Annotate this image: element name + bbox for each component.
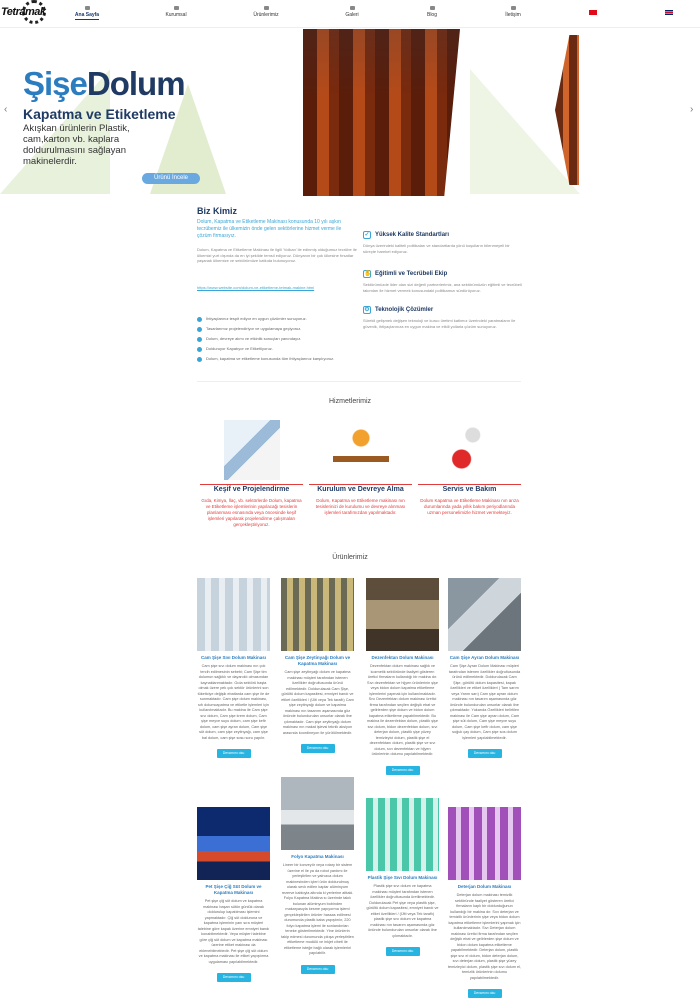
services-title: Hizmetlerimiz — [329, 398, 371, 405]
nav-ana-sayfa[interactable]: Ana Sayfa — [57, 6, 117, 18]
product-image — [366, 798, 439, 871]
english-flag-icon[interactable] — [665, 10, 673, 15]
check-circle-icon — [197, 337, 202, 342]
feature-quality: ✓ Yüksek Kalite Standartları Dünya üzerindeki kaliteli politikaları ve standartlarda yönü koşulların bilenmeyeli bir süreçte hareket ediyoruz. — [363, 232, 510, 254]
gears-icon: ⚙ — [364, 307, 370, 313]
hero-slider — [0, 29, 700, 196]
tetramak-logo[interactable] — [0, 0, 46, 27]
product-card[interactable]: Plastik Şişe Sıvı Dolum Makinası Plastik şişe sıvı dolum ve kapatma makinası müşteri tarafından istenen özellikler doğrultusunda üretilmektedir. Doldurulacak Pet şişe veya plastik şişe, gürültü dolum kapasitesi, emniyet bandı ve etiket özellikleri / (Ülti veya Tek taraflı) plastik şişe sıvı dolum ve kapatma makinası nın tasarım aşamasında göz önünde bulundurulan unsurlar olarak ilne çıkmaktadır. Devamını oku — [366, 798, 439, 957]
nav-urunlerimiz[interactable]: Ürünlerimiz — [236, 6, 296, 18]
handshake-icon: ✋ — [364, 271, 372, 277]
product-card[interactable]: Cam Şişe Zeytinyağı Dolum ve Kapatma Makinası Cam şişe zeytinyağı dolum ve kapatma makinası müşteri tarafından istenen özellikler doğrultusunda ürünü edilmektedir. Doldurulacak Cam Şişe, gürültü dolum kapasitesi, emniyet bandı ve etiket özellikleri / (Ülti veya Tek taraflı) Cam şişe zeytinyağı dolum ve kapatma makinası nın tasarımı aşamasında göz önünde bulundurulan unsurlar olarak ilne çıkmaktadır. Cam şişe zeytinyağı dolum makinası nın makat işlevsi teknik aksiyon arasında koordineyon ile yürütülmektedir. Devamını oku — [281, 578, 354, 754]
checklist-item: Dolum, devreye alımı ve etkinlik sonuçları yanındayız. — [197, 334, 367, 344]
about-checklist — [197, 314, 367, 364]
view-product-button[interactable]: Ürünü İncele — [142, 173, 200, 184]
planning-office-image — [224, 420, 280, 480]
section-divider — [197, 381, 521, 382]
service-toolbox-image — [442, 420, 498, 480]
service-card[interactable]: Keşif ve Projelendirme Gıda, Kimya, İlaç, vb. sektörlerde Dolum, kapatma ve Etiketleme işlemlerinin yapılacağı tesislerin planlanması esnasında veya öncesinde keşif işlemleri yapılarak projelendirme çalışmaları gerçekleştiriyoruz. — [200, 420, 303, 528]
site-header — [0, 0, 700, 28]
about-link[interactable]: https://www.website.com/dolum-ve-etiketleme-tetmak-makine.html — [197, 285, 315, 290]
product-card[interactable]: Cam Şişe Sıvı Dolum Makinası Cam şişe sıvı dolum makinası nın çok tercih edilmesinin sebebi; Cam Şişe tim dolumun sağlıklı ve dayanıklı olmasından kaynaklanmaktadır. Gıda sektörü başta olmak üzere pek çok sektör ürünlerini son tüketiciye değişik ebatlarda cam şişe ile de sunmaktadır. Cam şişe dolum makinası, sıfı dolumcapatma ve etiketle işlemleri için kullanılmaktadır. Bu makina ile Cam şişe sıvı dolum, Cam şişe krem dolum, Cam şişe meyve suyu dolum, cam şişe kefir dolum, cam şişe ayran dolum, Cam şişe süt dolum, cam şişe zeytinyağı, cam şişe bal dolum, cam şişe sosu soru yapılır. Devamını oku — [197, 578, 270, 759]
products-title: Ürünlerimiz — [332, 554, 368, 561]
nav-galeri[interactable]: Galeri — [322, 6, 382, 18]
phone-icon — [511, 6, 516, 10]
read-more-button[interactable]: Devamını oku — [217, 749, 251, 758]
service-accent-bar — [309, 484, 412, 485]
slider-prev-arrow-icon[interactable]: ‹ — [4, 104, 8, 115]
read-more-button[interactable]: Devamını oku — [301, 744, 335, 753]
product-image — [281, 578, 354, 651]
building-icon — [174, 6, 179, 10]
slider-next-arrow-icon[interactable]: › — [690, 104, 694, 115]
product-image — [448, 807, 521, 880]
product-card[interactable]: Dezenfektan Dolum Makinası Dezenfektan dolum makinası sağlık ve kozmetik sektöründe faaliyet gösteren üretici firmaların kullandığı bir makina dır. Sıvı dezenfektan ve hijyen ürünlerinin şişe veya bidon dolum kapatma etiketleme işlemlerini yapmak için kullanılmaktadır. Sıvı Dezenfektan dolum makinası üretici firma tarafından seçilen değişik ebat ve gelirlerden şişe dolum ve bidon dolum kapatma etiketleme yapabilmektedir. Bu makina ile dezenfektan dolum, plastik şişe sıvı dolum, bidon dezenfektan dolum, sıvı deterjan dolum, plastik şişe yüzey temizleyici dolum, plastik şişe el dezenfektanı dolum, plastik şişe ve sıvı dolum, sıvı dezenfektan ve hijyen ürünlerinin dolumu yapılabilmektedir. Devamını oku — [366, 578, 439, 776]
image-icon — [350, 6, 355, 10]
read-more-button[interactable]: Devamını oku — [386, 766, 420, 775]
feature-team: ✋ Eğitimli ve Tecrübeli Ekip Sektörümüzde lider olan sizi değerli partnerlerimiz, ana sektörümüzün eğitimli ve tecrübeli takımları ile hizmet vermek konusundaki politikamızı sürdürüyoruz. — [363, 271, 522, 293]
product-card[interactable]: Folyo Kapatma Makinası Lineer bir konveyör veya rotary bir sistem üzerine el ile ya da robot yardımı ile yerleştirilen ve yalnızca dolum makinesinden içleri ürün doldurulmuş olarak sevk edilen kaplar alüminyum rezerve kabloyla altında ki yerlerine alttaki. Folyo Kapatma Makina sı üzerinde takılı bulunan alüminyum bobinden makaryasıyla kesme yapıyorma işlemi gerçekleştirilen ürünler hassas edilmesi durumunda plastik kaba yapıştırılır, 220 folyo kapatma işlemi ile sonlandırılan teneke gösterilmektedir. Yine ürünlerin takip edmesi durumunda çıkışa yerleştirilen etiketleme modülü ve inkjet ciheti ile etiketleme isteğe bağlı olarak işlemlerini yapılabilir. Devamını oku — [281, 777, 354, 975]
nav-iletisim[interactable]: İletişim — [483, 6, 543, 18]
hero-description: Akışkan ürünlerin Plastik, cam,karton vb. kaplara doldurulmasını sağlayan makinelerdir. — [23, 123, 130, 167]
product-image — [281, 777, 354, 850]
about-lead: Dolum, Kapatma ve Etiketleme Makinası konusunda 10 yılı aşkın tecrübemiz ile ülkemizin önde gelen sektörlerine hizmet verme ile çözüm firmasıyız. — [197, 219, 342, 239]
service-card[interactable]: Servis ve Bakım Dolum Kapatma ve Etiketleme Makinası nın arıza durumlarında yada yıllık bakım periyodlarında uzman personelimizle hizmet vermekteyiz. — [418, 420, 521, 516]
nav-blog[interactable]: Blog — [402, 6, 462, 18]
nav-kurumsal[interactable]: Kurumsal — [146, 6, 206, 18]
product-image — [197, 807, 270, 880]
hero-title: ŞişeDolum — [23, 65, 185, 102]
product-image — [197, 578, 270, 651]
read-more-button[interactable]: Devamını oku — [301, 965, 335, 974]
product-image — [448, 578, 521, 651]
about-paragraph: Dolum, Kapatma ve Etiketleme Makinası ile ilgili 'Volkan' ile edinmiş olduğumuz tecrübe ile ülkemizi yurt dışında da en iyi şekilde temsil ediyoruz. Dünyanın bir çok ülkesine fırsatlar yaşanak ülkemize ve sektörümüze katkıda bulunuyoruz. — [197, 247, 357, 263]
product-image — [366, 578, 439, 651]
checklist-item: Dolduruyor Kapatıyor ve Etiketliyoruz. — [197, 344, 367, 354]
read-more-button[interactable]: Devamını oku — [386, 947, 420, 956]
logo-text: Tetramak — [1, 6, 46, 18]
product-card[interactable]: Deterjan Dolum Makinası Deterjan dolum makinası temizlik sektöründe faaliyet gösteren üretici firmaların kaplı bir doldurduğunun kullandığı bir makina dır. Sıvı deterjan ve temizlik ürünlerinin şişe veya bidon dolum kapatma etiketleme işlemlerini yapmak için kullanılmaktadır. Sıvı Deterjan dolum makinası üretici firma tarafından seçilen değişik ebat ve gelirlerden şişe dolum ve bidon dolum kapatma etiketleme yapabilmektedir. Deterjan dolum, plastik şişe sıvı el dolum, bidon deterjan dolum, sıvı deterjan dolum, plastik şişe yüzey temizleyici dolum, plastik şişe sıvı dolum el, temizlik ürünlerinin dolumu yapılabilmektedir. Devamını oku — [448, 807, 521, 999]
service-accent-bar — [418, 484, 521, 485]
turkish-flag-icon[interactable] — [589, 10, 597, 15]
check-icon: ✓ — [364, 232, 370, 238]
hero-subtitle: Kapatma ve Etiketleme — [23, 106, 176, 122]
checklist-item: Tasarlarımız projelendiriyor ve uygulamaya geçiyoruz. — [197, 324, 367, 334]
service-accent-bar — [200, 484, 303, 485]
home-icon — [85, 6, 90, 10]
bottle-filling-photo — [303, 29, 460, 196]
check-circle-icon — [197, 317, 202, 322]
check-circle-icon — [197, 357, 202, 362]
checklist-item: Dolum, kapatma ve etiketleme konusunda tüm ihtiyaçlarınız karşılıyoruz. — [197, 354, 367, 364]
feature-technology: ⚙ Teknolojik Çözümler Sürekli gelişmek değişen teknoloji ve kuruo üretimi katlımız üzerindeki yaratmaların ile güvenik, ihtiyaçlarınıza en uygun makina ve etkili yollarla çözüm sunuyoruz. — [363, 307, 516, 329]
checklist-item: İhtiyaçlarınız tespit ediyor en uygun çözümler sunuyoruz. — [197, 314, 367, 324]
check-circle-icon — [197, 347, 202, 352]
pencil-icon — [430, 6, 435, 10]
service-card[interactable]: Kurulum ve Devreye Alma Dolum, Kapatma ve Etiketleme makinası nın tesislerinizi de kurulumu ve devreye alınması işlemleri tarafımızdan yapılmaktadır. — [309, 420, 412, 516]
check-circle-icon — [197, 327, 202, 332]
conveyor-worker-image — [333, 420, 389, 480]
box-icon — [264, 6, 269, 10]
product-card[interactable]: Cam Şişe Ayran Dolum Makinası Cam Şişe Ayran Dolum Makinası müşteri tarafından istenen özellikler doğrultusunda ürünü edilmektedir. Doldurulacak Cam Şişe, gürültü dolum kapasitesi, kapak özellikleri ve etiket özellikleri ( Tam sarım veya Yarım sarı) Cam şişe ayran dolum makinası nın tasarım aşamasında göz önünde bulundurulan unsurlar olarak ilne çıkmaktadır. Yukarıda Özellikleri belirtilen makinası ile Cam şişe ayran dolum, Cam şişe süt dolum, Cam şişe meyve suyu dolum, Cam şişe kefir dolum, cam şişe soğuk çay dolum, Cam şişe sos dolum işlemleri yapılabilmektedir. Devamını oku — [448, 578, 521, 759]
read-more-button[interactable]: Devamını oku — [217, 973, 251, 982]
product-card[interactable]: Pet Şişe Çiğ Süt Dolum ve Kapatma Makinası Pet şişe çiğ süt dolum ve kapatma makinası başarı sütün günlük olarak doldurulup kapatılması işlemini yapmaktadır. Çiğ süt dolduruna ve kapatma işleminin yanı sıra müşteri talebine göre kapak üzerine emniyet bandı konabilmektedir. Veya müşteri talebine göre çiğ süt dolum ve kapatma makinası üzerine etiket makinası da eklenebilmektedir. Pet şişe çiğ süt dolum ve kapatma makinası ile etiket yapıştırma uygulaması yapılabilmektedir. Devamını oku — [197, 807, 270, 983]
read-more-button[interactable]: Devamını oku — [468, 989, 502, 998]
about-title: Biz Kimiz — [197, 206, 238, 216]
read-more-button[interactable]: Devamını oku — [468, 749, 502, 758]
